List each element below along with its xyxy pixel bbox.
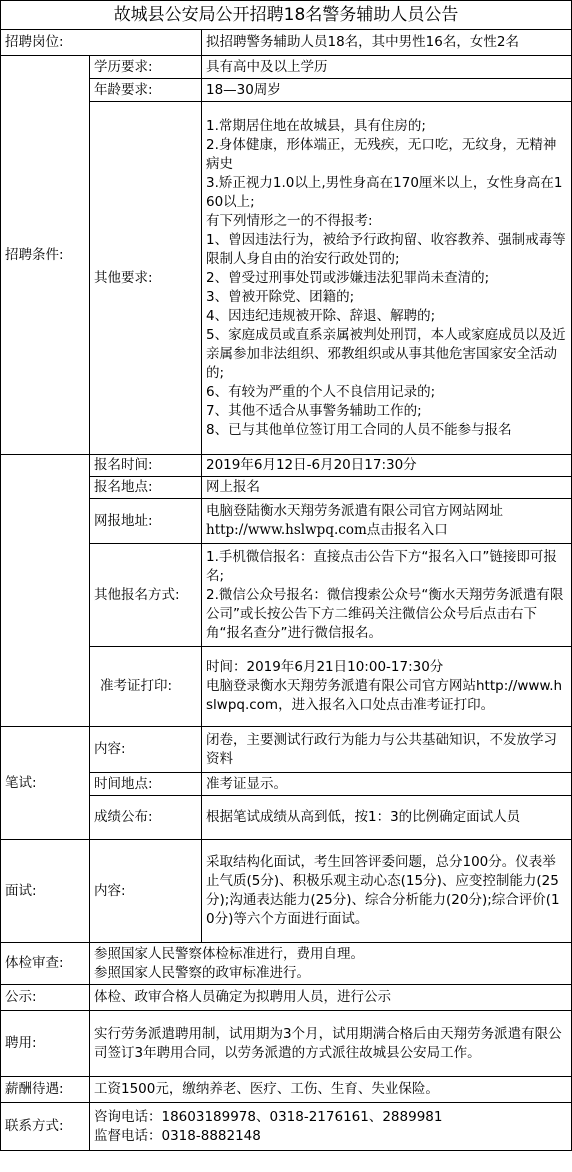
- age-label: 年龄要求:: [90, 79, 202, 102]
- other-requirements-list: [202, 102, 572, 455]
- positions-value: 拟招聘警务辅助人员18名，其中男性16名，女性2名: [202, 30, 572, 56]
- list-item: 4、因违纪违规被开除、辞退、解聘的;: [206, 307, 436, 324]
- contact-label: 联系方式:: [1, 1103, 90, 1151]
- registration-label: [1, 455, 90, 727]
- written-score-value: 根据笔试成绩从高到低，按1：3的比例确定面试人员: [202, 796, 572, 840]
- list-item: 有下列情形之一的不得报考:: [206, 212, 373, 229]
- publicity-value: 体检、政审合格人员确定为拟聘用人员，进行公示: [90, 985, 572, 1011]
- positions-row: [1, 30, 572, 56]
- registration-time-value: 2019年6月12日-6月20日17:30分: [202, 455, 572, 477]
- list-item: 2.身体健康，形体端正，无残疾，无口吃，无纹身，无精神病史: [206, 136, 557, 172]
- salary-label: 薪酬待遇:: [1, 1077, 90, 1103]
- salary-row: [1, 1077, 572, 1103]
- registration-place-label: 报名地点:: [90, 477, 202, 499]
- contact-value: [90, 1103, 572, 1151]
- written-content-label: 内容:: [90, 727, 202, 773]
- list-item: 8、已与其他单位签订用工合同的人员不能参与报名: [206, 421, 512, 438]
- registration-url-link[interactable]: http://www.hslwpq.com点击报名入口: [206, 522, 448, 538]
- page-title: 故城县公安局公开招聘18名警务辅助人员公告: [1, 1, 572, 30]
- education-label: 学历要求:: [90, 56, 202, 79]
- salary-value: 工资1500元，缴纳养老、医疗、工伤、生育、失业保险。: [90, 1077, 572, 1103]
- supervise-phone: 监督电话：0318-8882148: [94, 1127, 261, 1144]
- written-label: 笔试:: [1, 727, 90, 840]
- list-item: 1.手机微信报名：直接点击公告下方“报名入口”链接即可报名;: [206, 548, 557, 584]
- list-item: 电脑登录衡水天翔劳务派遣有限公司官方网站http://www.hslwpq.com，进入报名入口处点击准考证打印。: [206, 678, 563, 713]
- interview-label: 面试:: [1, 840, 90, 943]
- registration-other-label: 其他报名方式:: [90, 544, 202, 647]
- written-timeplace-label: 时间地点:: [90, 773, 202, 796]
- list-item: 2、曾受过刑事处罚或涉嫌违法犯罪尚未查清的;: [206, 269, 490, 286]
- physical-value: [90, 943, 572, 985]
- list-item: 参照国家人民警察的政审标准进行。: [94, 964, 310, 981]
- employment-value: 实行劳务派遣聘用制，试用期为3个月，试用期满合格后由天翔劳务派遣有限公司签订3年聘用合同，以劳务派遣的方式派往故城县公安局工作。: [90, 1011, 572, 1077]
- list-item: 参照国家人民警察体检标准进行，费用自理。: [94, 945, 364, 962]
- registration-url-text: 电脑登陆衡水天翔劳务派遣有限公司官方网站网址: [206, 503, 503, 519]
- list-item: 7、其他不适合从事警务辅助工作的;: [206, 402, 422, 419]
- list-item: 1.常期居住地在故城县，具有住房的;: [206, 117, 426, 134]
- list-item: 2.微信公众号报名：微信搜索公众号“衡水天翔劳务派遣有限公司”或长按公告下方二维码关注微信公众号后点击右下角“报名查分”进行微信报名。: [206, 586, 564, 641]
- interview-row: [1, 840, 572, 943]
- publicity-label: 公示:: [1, 985, 90, 1011]
- positions-label: 招聘岗位:: [1, 30, 202, 56]
- written-content-row: [1, 727, 572, 773]
- registration-place-value: 网上报名: [202, 477, 572, 499]
- education-value: 具有高中及以上学历: [202, 56, 572, 79]
- list-item: 3.矫正视力1.0以上,男性身高在170厘米以上，女性身高在160以上;: [206, 174, 563, 210]
- publicity-row: [1, 985, 572, 1011]
- registration-url-value: [202, 499, 572, 544]
- employment-row: [1, 1011, 572, 1077]
- list-item: 5、家庭成员或直系亲属被判处刑罚，本人或家庭成员以及近亲属参加非法组织、邪教组织或从事其他危害国家安全活动的;: [206, 326, 566, 381]
- title-row: [1, 1, 572, 30]
- registration-time-row: [1, 455, 572, 477]
- interview-content-label: 内容:: [90, 840, 202, 943]
- other-requirements-label: 其他要求:: [90, 102, 202, 455]
- physical-row: [1, 943, 572, 985]
- consult-phone: 咨询电话：18603189978、0318-2176161、2889981: [94, 1108, 443, 1125]
- admission-ticket-label: 准考证打印:: [90, 647, 202, 727]
- employment-label: 聘用:: [1, 1011, 90, 1077]
- written-timeplace-value: 准考证显示。: [202, 773, 572, 796]
- registration-time-label: 报名时间:: [90, 455, 202, 477]
- written-content-value: 闭卷，主要测试行政行为能力与公共基础知识，不发放学习资料: [202, 727, 572, 773]
- list-item: 6、有较为严重的个人不良信用记录的;: [206, 383, 436, 400]
- list-item: 3、曾被开除党、团籍的;: [206, 288, 355, 305]
- age-value: 18—30周岁: [202, 79, 572, 102]
- contact-row: [1, 1103, 572, 1151]
- list-item: 1、曾因违法行为，被给予行政拘留、收容教养、强制戒毒等限制人身自由的治安行政处罚的;: [206, 231, 566, 267]
- list-item: 时间：2019年6月21日10:00-17:30分: [206, 659, 444, 675]
- physical-label: 体检审查:: [1, 943, 90, 985]
- registration-other-value: [202, 544, 572, 647]
- written-score-label: 成绩公布:: [90, 796, 202, 840]
- conditions-label: 招聘条件:: [1, 56, 90, 455]
- interview-value: 采取结构化面试，考生回答评委问题，总分100分。仪表举止气质(5分)、积极乐观主动心态(15分)、应变控制能力(25分);沟通表达能力(25分)、综合分析能力(20分);综合评价(10分)等六个方面进行面试。: [202, 840, 572, 943]
- registration-url-label: 网报地址:: [90, 499, 202, 544]
- education-row: [1, 56, 572, 79]
- admission-ticket-value: [202, 647, 572, 727]
